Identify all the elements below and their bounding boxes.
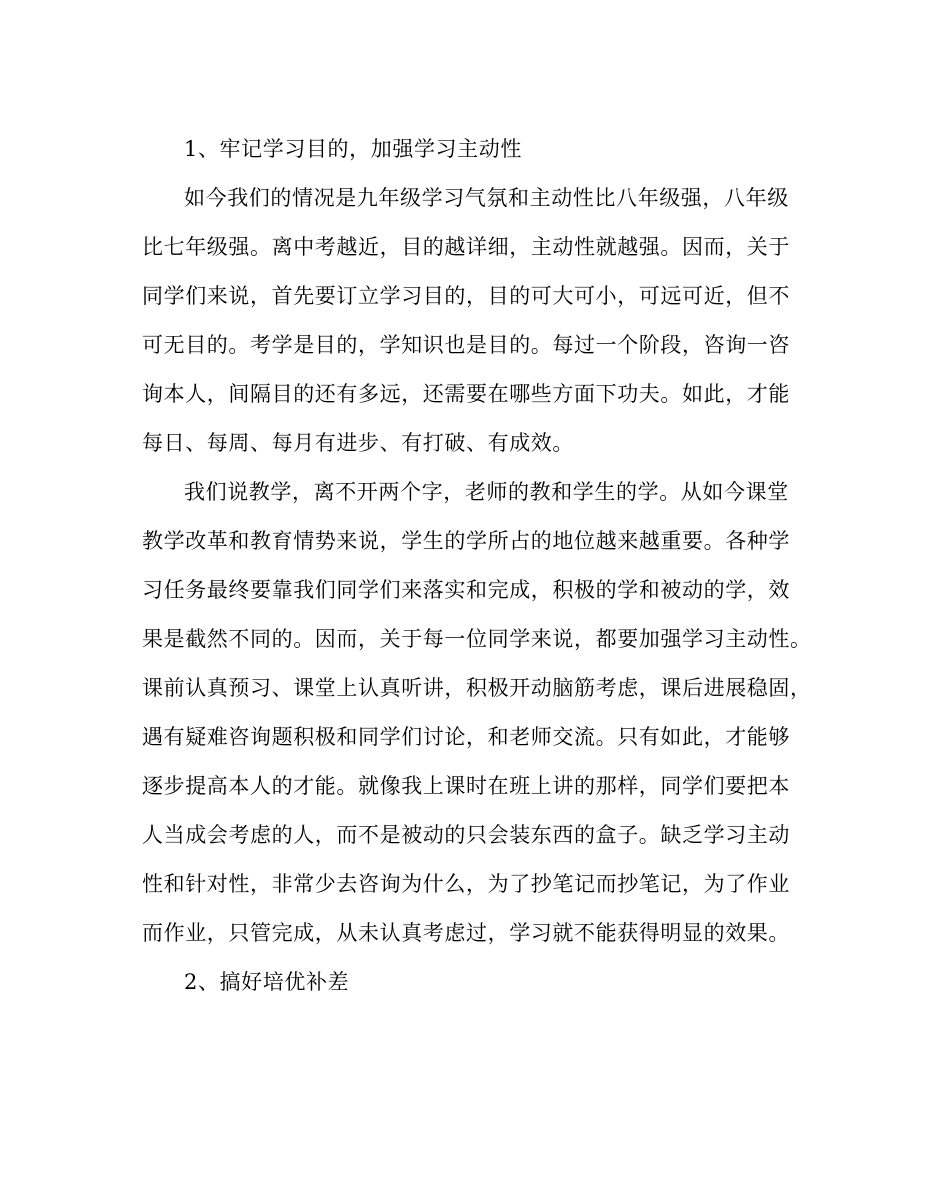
- section-heading-1: 1、牢记学习目的，加强学习主动性: [184, 137, 522, 161]
- paragraph-line: 遇有疑难咨询题积极和同学们讨论，和老师交流。只有如此，才能够: [142, 725, 790, 749]
- paragraph-line: 课前认真预习、课堂上认真听讲，积极开动脑筋考虑，课后进展稳固，: [142, 676, 812, 700]
- paragraph-line: 比七年级强。离中考越近，目的越详细，主动性就越强。因而，关于: [142, 235, 790, 259]
- paragraph-line: 可无目的。考学是目的，学知识也是目的。每过一个阶段，咨询一咨: [142, 333, 790, 357]
- paragraph-line: 性和针对性，非常少去咨询为什么，为了抄笔记而抄笔记，为了作业: [142, 872, 790, 896]
- paragraph-line: 人当成会考虑的人，而不是被动的只会装东西的盒子。缺乏学习主动: [142, 823, 790, 847]
- paragraph-line: 教学改革和教育情势来说，学生的学所占的地位越来越重要。各种学: [142, 529, 790, 553]
- paragraph-line: 逐步提高本人的才能。就像我上课时在班上讲的那样，同学们要把本: [142, 774, 790, 798]
- document-body: [142, 128, 814, 1010]
- paragraph-line: 同学们来说，首先要订立学习目的，目的可大可小，可远可近，但不: [142, 284, 790, 308]
- paragraph-line: 习任务最终要靠我们同学们来落实和完成，积极的学和被动的学，效: [142, 578, 790, 602]
- section-heading-2: 2、搞好培优补差: [184, 970, 350, 994]
- paragraph-line: 而作业，只管完成，从未认真考虑过，学习就不能获得明显的效果。: [142, 921, 790, 945]
- paragraph-1: [142, 177, 814, 471]
- paragraph-line: 我们说教学，离不开两个字，老师的教和学生的学。从如今课堂: [184, 480, 789, 504]
- paragraph-line: 每日、每周、每月有进步、有打破、有成效。: [142, 431, 574, 455]
- paragraph-line: 询本人，间隔目的还有多远，还需要在哪些方面下功夫。如此，才能: [142, 382, 790, 406]
- paragraph-line: 果是截然不同的。因而，关于每一位同学来说，都要加强学习主动性。: [142, 627, 812, 651]
- paragraph-line: 如今我们的情况是九年级学习气氛和主动性比八年级强，八年级: [184, 186, 789, 210]
- paragraph-2: [142, 471, 814, 961]
